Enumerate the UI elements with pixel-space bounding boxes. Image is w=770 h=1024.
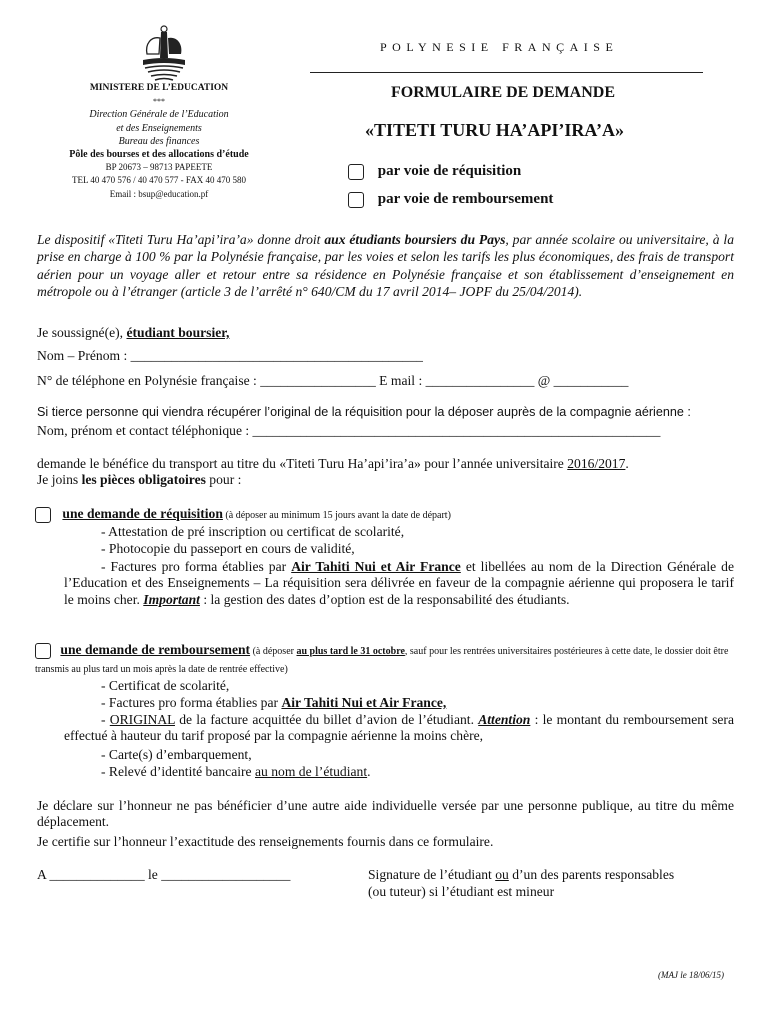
form-program-name: «TITETI TURU HA’API’IRA’A» <box>365 120 625 140</box>
email: Email : bsup@education.pf <box>109 188 209 199</box>
tierce-personne-note: Si tierce personne qui viendra récupérer l’original de la réquisition pour la déposer auprès de la compagnie aérienne : <box>37 405 691 419</box>
address: BP 20673 – 98713 PAPEETE <box>105 162 213 173</box>
direction-line1: Direction Générale de l’Education <box>89 109 229 121</box>
academic-year: 2016/2017 <box>567 456 626 471</box>
telephone-email-field[interactable]: N° de téléphone en Polynésie française : _________________ E mail : ________________ @ ___________ <box>37 373 629 388</box>
soussigne-line: Je soussigné(e), étudiant boursier, <box>37 325 230 340</box>
pieces-line: Je joins les pièces obligatoires pour : <box>37 472 242 487</box>
form-title: FORMULAIRE DE DEMANDE <box>391 84 615 101</box>
checkbox-demande-remboursement[interactable] <box>35 643 51 659</box>
option-requisition-label: par voie de réquisition <box>377 163 522 179</box>
requisition-heading: une demande de réquisition <box>62 506 223 521</box>
signature-label-line2: (ou tuteur) si l’étudiant est mineur <box>368 884 555 899</box>
checkbox-demande-requisition[interactable] <box>35 507 51 523</box>
deadline: au plus tard le 31 octobre <box>296 646 405 657</box>
direction-line2: et des Enseignements <box>116 122 202 134</box>
requisition-item2: - Photocopie du passeport en cours de validité, <box>101 541 355 556</box>
remboursement-item4: - Carte(s) d’embarquement, <box>101 747 252 762</box>
option-requisition[interactable] <box>348 163 521 180</box>
header-divider <box>310 72 703 73</box>
requisition-item3: - Factures pro forma établies par Air Tahiti Nui et Air France et libellées au nom de la Direction Générale de l’Education et des Enseignements – La réquisition sera délivrée en faveur de la compagnie aérienne qui proposera le tarif le moins cher. Important : la gestion des dates d’option est de la responsabilité des étudiants. <box>64 559 734 607</box>
important-label: Important <box>143 591 200 607</box>
intro-paragraph: Le dispositif «Titeti Turu Ha’api’ira’a» donne droit aux étudiants boursiers du Pays, par année scolaire ou universitaire, à la prise en charge à 100 % par la Polynésie française, par les voies et selon les tarifs les plus économiques, des frais de transport aérien pour un voyage aller et retour entre sa résidence en Polynésie française et son établissement d’enseignement en métropole ou à l’étranger (article 3 de l’arrêté n° 640/CM du 17 avril 2014– JOPF du 25/04/2014). <box>37 232 734 299</box>
remboursement-item5: - Relevé d’identité bancaire au nom de l’étudiant. <box>101 764 371 779</box>
option-remboursement[interactable] <box>348 191 553 208</box>
tierce-contact-field[interactable]: Nom, prénom et contact téléphonique : ____________________________________________________________ <box>37 423 661 438</box>
declaration-honneur: Je déclare sur l’honneur ne pas bénéficier d’une autre aide individuelle versée par une personne publique, au titre du même déplacement. <box>37 798 734 830</box>
phone-fax: TEL 40 470 576 / 40 470 577 - FAX 40 470 580 <box>72 175 246 186</box>
requisition-item1: - Attestation de pré inscription ou certificat de scolarité, <box>101 524 405 539</box>
remboursement-item1: - Certificat de scolarité, <box>101 678 230 693</box>
ministry-stars: *** <box>153 97 165 107</box>
checkbox-remboursement[interactable] <box>348 192 364 208</box>
certification-honneur: Je certifie sur l’honneur l’exactitude des renseignements fournis dans ce formulaire. <box>37 834 494 849</box>
remboursement-item3: - ORIGINAL de la facture acquittée du billet d’avion de l’étudiant. Attention : le montant du remboursement sera effectué à hauteur du tarif proposé par la compagnie aérienne la moins chère, <box>64 712 734 744</box>
bureau: Bureau des finances <box>118 135 200 147</box>
remboursement-heading: une demande de remboursement <box>60 642 251 657</box>
option-remboursement-label: par voie de remboursement <box>377 191 554 207</box>
update-date: (MAJ le 18/06/15) <box>658 970 724 980</box>
intro-beneficiaries: aux étudiants boursiers du Pays <box>324 232 506 247</box>
attention-label: Attention <box>478 712 531 727</box>
ministry-name: MINISTERE DE L’EDUCATION <box>89 83 229 93</box>
remboursement-item2: - Factures pro forma établies par Air Tahiti Nui et Air France, <box>101 695 447 710</box>
etudiant-boursier: étudiant boursier, <box>126 325 230 340</box>
ministry-block <box>40 82 278 201</box>
requisition-note: (à déposer au minimum 15 jours avant la date de départ) <box>222 510 451 521</box>
signature-label: Signature de l’étudiant ou d’un des parents responsables <box>368 867 675 882</box>
demande-line: demande le bénéfice du transport au titre du «Titeti Turu Ha’api’ira’a» pour l’année universitaire 2016/2017. <box>37 456 629 471</box>
remboursement-heading-row[interactable]: une demande de remboursement (à déposer au plus tard le 31 octobre, sauf pour les rentrées universitaires postérieures à cette date, le dossier doit être transmis au plus tard un mois après la date de rentrée effective) <box>35 642 729 675</box>
nom-prenom-field[interactable]: Nom – Prénom : ___________________________________________ <box>37 348 423 363</box>
polynesia-emblem-logo <box>139 20 189 84</box>
place-date-field[interactable]: A ______________ le ___________________ <box>37 867 291 882</box>
requisition-heading-row[interactable] <box>35 506 451 523</box>
checkbox-requisition[interactable] <box>348 164 364 180</box>
pole: Pôle des bourses et des allocations d’étude <box>69 149 249 161</box>
country-header: POLYNESIE FRANÇAISE <box>380 40 619 54</box>
